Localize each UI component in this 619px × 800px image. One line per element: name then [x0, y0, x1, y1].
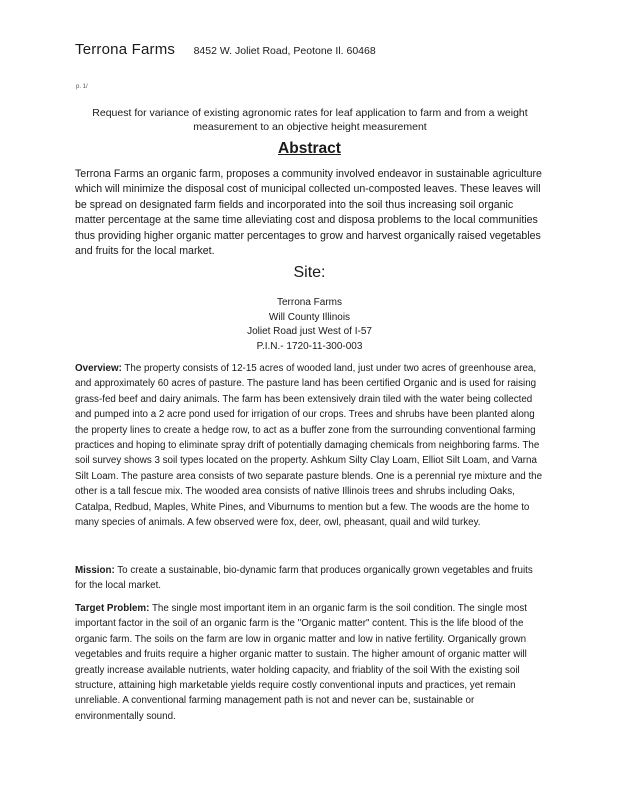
site-details: [0, 296, 619, 354]
mission-text: To create a sustainable, bio-dynamic farm that produces organically grown vegetables and fruits for the local market.: [75, 565, 533, 592]
target-problem-text: The single most important item in an organic farm is the soil condition. The single most important factor in the soil of an organic farm is the "Organic matter" content. This is the life blood of the organic farm. The soils on the farm are low in organic matter and low in native fertility. Organically grown vegetables and fruits require a higher organic matter to sustain. The higher amount of organic matter will greatly increase available nutrients, water holding capacity, and friablity of the soil With the existing soil structure, attaining high marketable yields require costly conventional inputs and practices, yet remain unreliable. A conventional farming management path is not and never can be, sustainable or environmentally sound.: [75, 603, 527, 722]
request-statement: Request for variance of existing agronomic rates for leaf application to farm and from a weight measurement to an objective height measurement: [92, 107, 528, 133]
abstract-heading: Abstract: [278, 140, 341, 157]
abstract-paragraph: Terrona Farms an organic farm, proposes a community involved endeavor in sustainable agriculture which will minimize the disposal cost of municipal collected un-composted leaves. These leaves will be spread on designated farm fields and incorporated into the soil thus increasing soil organic matter percentage at the same time alleviating cost and disposa problems to the local communities thus providing higher organic matter percentages to grow and harvest organically raised vegetables and fruits for the local market.: [75, 168, 542, 258]
site-line-pin: P.I.N.- 1720-11-300-003: [256, 340, 363, 352]
farm-address: 8452 W. Joliet Road, Peotone Il. 60468: [193, 45, 376, 57]
site-line-name: Terrona Farms: [276, 297, 342, 308]
overview-paragraph: [75, 361, 545, 530]
mission-paragraph: [75, 563, 545, 594]
site-line-county: Will County Illinois: [268, 311, 351, 323]
overview-label: Overview:: [75, 363, 122, 374]
farm-name: Terrona Farms: [75, 41, 176, 58]
page-mark: p. 1/: [76, 84, 88, 90]
mission-label: Mission:: [75, 565, 115, 576]
letterhead: [75, 41, 376, 59]
target-problem-label: Target Problem:: [75, 603, 150, 614]
target-problem-paragraph: [75, 601, 545, 724]
site-line-road: Joliet Road just West of I-57: [247, 326, 372, 337]
overview-text: The property consists of 12-15 acres of wooded land, just under two acres of greenhouse area, and approximately 60 acres of pasture. The pasture land has been certified Organic and is used for raising grass-fed beef and dairy animals. The farm has been extensively drain tiled with the water being collected and pumped into a 2 acre pond used for irrigation of our crops. Trees and shrubs have been planted along the property lines to create a hedge row, to act as a buffer zone from the surrounding conventional farming practices and hoping to eliminate spray drift of potentially damaging chemicals from neighboring farms. The soil survey shows 3 soil types located on the property. Ashkum Silty Clay Loam, Elliot Silt Loam, and Varna Silt Loam. The pasture area consists of two separate pasture blends. One is a perennial rye mixture and the other is a tall fescue mix. The wooded area consists of native Illinois trees and shrubs including Oaks, Catalpa, Redbud, Maples, White Pines, and Viburnums to mention but a few. The woods are the home to many species of animals. A few observed were fox, deer, owl, pheasant, quail and wild turkey.: [75, 363, 543, 529]
site-heading: Site:: [293, 264, 326, 281]
